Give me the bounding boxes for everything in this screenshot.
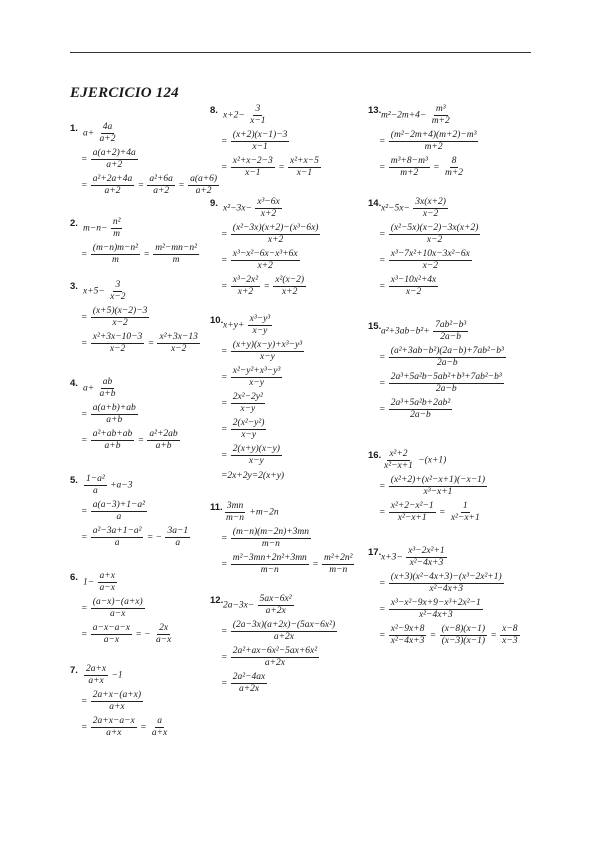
problem-number: 2. xyxy=(70,218,78,229)
solution-step: = $\frac{\text{(m²−2m+4)(m+2)−m³}}{m+2}$ xyxy=(379,130,477,152)
problem-11 xyxy=(210,501,370,576)
solution-step: = $\frac{a(a+b)+ab}{a+b}$ xyxy=(81,403,136,425)
problem-number: 13. xyxy=(368,105,382,116)
problem-9 xyxy=(210,197,370,298)
problem-13 xyxy=(368,104,538,179)
problem-statement: a²+3ab−b²+ $\frac{\text{7ab²−b³}}{2a-b}$ xyxy=(381,320,467,342)
problem-statement: a+ $\frac{ab}{a+b}$ xyxy=(83,377,116,399)
problem-number: 8. xyxy=(210,105,218,116)
problem-statement: $\frac{\text{1−a²}}{a}$ +a−3 xyxy=(86,474,133,496)
problem-statement: m−n− $\frac{\text{n²}}{m}$ xyxy=(83,217,121,239)
solution-step: = $\frac{\text{(x+3)(x²−4x+3)−(x³−2x²+1)}}{\text{x²−4x+3}}$ xyxy=(379,572,502,594)
solution-step: = $\frac{\text{(2a−3x)(a+2x)−(5ax−6x²)}}{a+2x}$ xyxy=(221,620,336,642)
problem-number: 12. xyxy=(210,595,224,606)
solution-step: = $\frac{\text{x²−9x+8}}{\text{x²−4x+3}}$ = $\frac{(x-8)(x-1)}{(x-3)(x-1)}$ = $\frac{x-8}{x-3}$ xyxy=(379,624,518,646)
problem-statement: $\frac{\text{x²+2}}{\text{x²−x+1}}$ −(x+1) xyxy=(384,449,447,471)
solution-step: = $\frac{\text{x²+2−x²−1}}{\text{x²−x+1}}$ = $\frac{1}{\text{x²−x+1}}$ xyxy=(379,501,480,523)
column-2 xyxy=(210,104,370,695)
problem-number: 7. xyxy=(70,665,78,676)
problem-number: 6. xyxy=(70,572,78,583)
solution-step: = $\frac{\text{a²−3a+1−a²}}{a}$ = − $\frac{3a-1}{a}$ xyxy=(81,526,189,548)
problem-statement: x+3− $\frac{\text{x³−2x²+1}}{\text{x²−4x+3}}$ xyxy=(381,546,445,568)
problem-number: 15. xyxy=(368,321,382,332)
solution-step: = $\frac{\text{m³+8−m³}}{m+2}$ = $\frac{8}{m+2}$ xyxy=(379,156,463,178)
solution-step: = $\frac{\text{x³−10x²+4x}}{x-2}$ xyxy=(379,275,437,297)
problem-number: 5. xyxy=(70,475,78,486)
problem-number: 14. xyxy=(368,198,382,209)
problem-12 xyxy=(210,594,370,695)
problem-statement: x²−3x− $\frac{\text{x³−6x}}{x+2}$ xyxy=(223,197,280,219)
problem-number: 16. xyxy=(368,450,382,461)
solution-step: = $\frac{\text{(m−n)m−n²}}{m}$ = $\frac{\text{m²−mn−n²}}{m}$ xyxy=(81,243,197,265)
problem-number: 11. xyxy=(210,502,223,513)
solution-step: = $\frac{\text{2a³+5a²b−5ab²+b³+7ab²−b³}}{2a-b}$ xyxy=(379,372,502,394)
problem-statement: x²−5x− $\frac{3x(x+2)}{x-2}$ xyxy=(381,197,446,219)
problem-number: 9. xyxy=(210,198,218,209)
solution-step: = $\frac{\text{2a²−4ax}}{a+2x}$ xyxy=(221,672,266,694)
solution-step: = $\frac{(m-n)(m-2n)+3mn}{m-n}$ xyxy=(221,527,310,549)
solution-step: = $\frac{\text{(x+y)(x−y)+x³−y³}}{x-y}$ xyxy=(221,340,303,362)
exercise-title: EJERCICIO 124 xyxy=(70,85,179,101)
solution-step: = $\frac{\text{x³−x²−9x+9−x³+2x²−1}}{\text{x²−4x+3}}$ xyxy=(379,598,481,620)
problem-statement: 1− $\frac{a+x}{a-x}$ xyxy=(83,571,115,593)
solution-step: = $\frac{2a+x-a-x}{a+x}$ = $\frac{a}{a+x}$ xyxy=(81,716,168,738)
solution-step: = $\frac{2(x+y)(x-y)}{x-y}$ xyxy=(221,444,280,466)
solution-step: =2x+2y=2(x+y) xyxy=(221,471,285,481)
problem-10 xyxy=(210,314,370,483)
problem-number: 10. xyxy=(210,315,224,326)
solution-step: = $\frac{\text{x³−7x²+10x−3x²−6x}}{x-2}$ xyxy=(379,249,470,271)
problem-statement: x+2− $\frac{3}{x-1}$ xyxy=(223,104,266,126)
solution-step: = $\frac{\text{(x²−5x)(x−2)−3x(x+2)}}{x-2}$ xyxy=(379,223,479,245)
solution-step: = $\frac{\text{(x²−3x)(x+2)−(x³−6x)}}{x+2}$ xyxy=(221,223,319,245)
problem-number: 17. xyxy=(368,547,382,558)
top-rule xyxy=(70,52,531,53)
solution-step: = $\frac{\text{2a²+ax−6x²−5ax+6x²}}{a+2x}$ xyxy=(221,646,318,668)
problem-number: 3. xyxy=(70,281,78,292)
solution-step: = $\frac{a-x-a-x}{a-x}$ = − $\frac{2x}{a-x}$ xyxy=(81,623,172,645)
solution-step: = $\frac{2a+x-(a+x)}{a+x}$ xyxy=(81,690,142,712)
problem-15 xyxy=(368,320,538,421)
solution-step: = $\frac{\text{a²+ab+ab}}{a+b}$ = $\frac{\text{a²+2ab}}{a+b}$ xyxy=(81,429,178,451)
problem-statement: $\frac{2a+x}{a+x}$ −1 xyxy=(86,664,123,686)
solution-step: = $\frac{\text{2x²−2y²}}{x-y}$ xyxy=(221,392,263,414)
solution-step: = $\frac{\text{x³−x²−6x−x³+6x}}{x+2}$ xyxy=(221,249,298,271)
problem-number: 4. xyxy=(70,378,78,389)
solution-step: = $\frac{\text{x²+x−2−3}}{x-1}$ = $\frac{\text{x²+x−5}}{x-1}$ xyxy=(221,156,319,178)
problem-statement: x+y+ $\frac{\text{x³−y³}}{x-y}$ xyxy=(223,314,271,336)
problem-14 xyxy=(368,197,538,298)
problem-statement: x+5− $\frac{3}{x-2}$ xyxy=(83,280,126,302)
problem-number: 1. xyxy=(70,123,78,134)
problem-16 xyxy=(368,449,538,524)
problem-statement: $\frac{3mn}{m-n}$ +m−2n xyxy=(226,501,279,523)
column-3 xyxy=(368,104,538,647)
solution-step: = $\frac{\text{2a³+5a²b+2ab²}}{2a-b}$ xyxy=(379,398,451,420)
solution-step: = $\frac{\text{x²−y²+x³−y³}}{x-y}$ xyxy=(221,366,281,388)
problem-statement: a+ $\frac{4a}{a+2}$ xyxy=(83,122,116,144)
problem-statement: m²−2m+4− $\frac{\text{m³}}{m+2}$ xyxy=(381,104,450,126)
solution-step: = $\frac{\text{(a²+3ab−b²)(2a−b)+7ab²−b³}}{2a-b}$ xyxy=(379,346,504,368)
solution-step: = $\frac{\text{a²+2a+4a}}{a+2}$ = $\frac{\text{a²+6a}}{a+2}$ = $\frac{a(a+6)}{a+2}$ xyxy=(81,174,218,196)
solution-step: = $\frac{(x+5)(x-2)-3}{x-2}$ xyxy=(81,306,148,328)
problem-8 xyxy=(210,104,370,179)
problem-17 xyxy=(368,546,538,647)
solution-step: = $\frac{\text{x²+3x−10−3}}{x-2}$ = $\frac{\text{x²+3x−13}}{x-2}$ xyxy=(81,332,198,354)
solution-step: = $\frac{(x+2)(x-1)-3}{x-1}$ xyxy=(221,130,288,152)
solution-step: = $\frac{(a-x)-(a+x)}{a-x}$ xyxy=(81,597,143,619)
solution-step: = $\frac{\text{m²−3mn+2n²+3mn}}{m-n}$ = $\frac{\text{m²+2n²}}{m-n}$ xyxy=(221,553,353,575)
solution-step: = $\frac{\text{2(x²−y²)}}{x-y}$ xyxy=(221,418,265,440)
problem-statement: 2a−3x− $\frac{\text{5ax−6x²}}{a+2x}$ xyxy=(223,594,292,616)
solution-step: = $\frac{\text{a(a−3)+1−a²}}{a}$ xyxy=(81,500,145,522)
solution-step: = $\frac{a(a+2)+4a}{a+2}$ xyxy=(81,148,136,170)
solution-step: = $\frac{\text{x³−2x²}}{x+2}$ = $\frac{\text{x²(x−2)}}{x+2}$ xyxy=(221,275,305,297)
solution-step: = $\frac{\text{(x²+2)+(x²−x+1)(−x−1)}}{\text{x³−x+1}}$ xyxy=(379,475,486,497)
